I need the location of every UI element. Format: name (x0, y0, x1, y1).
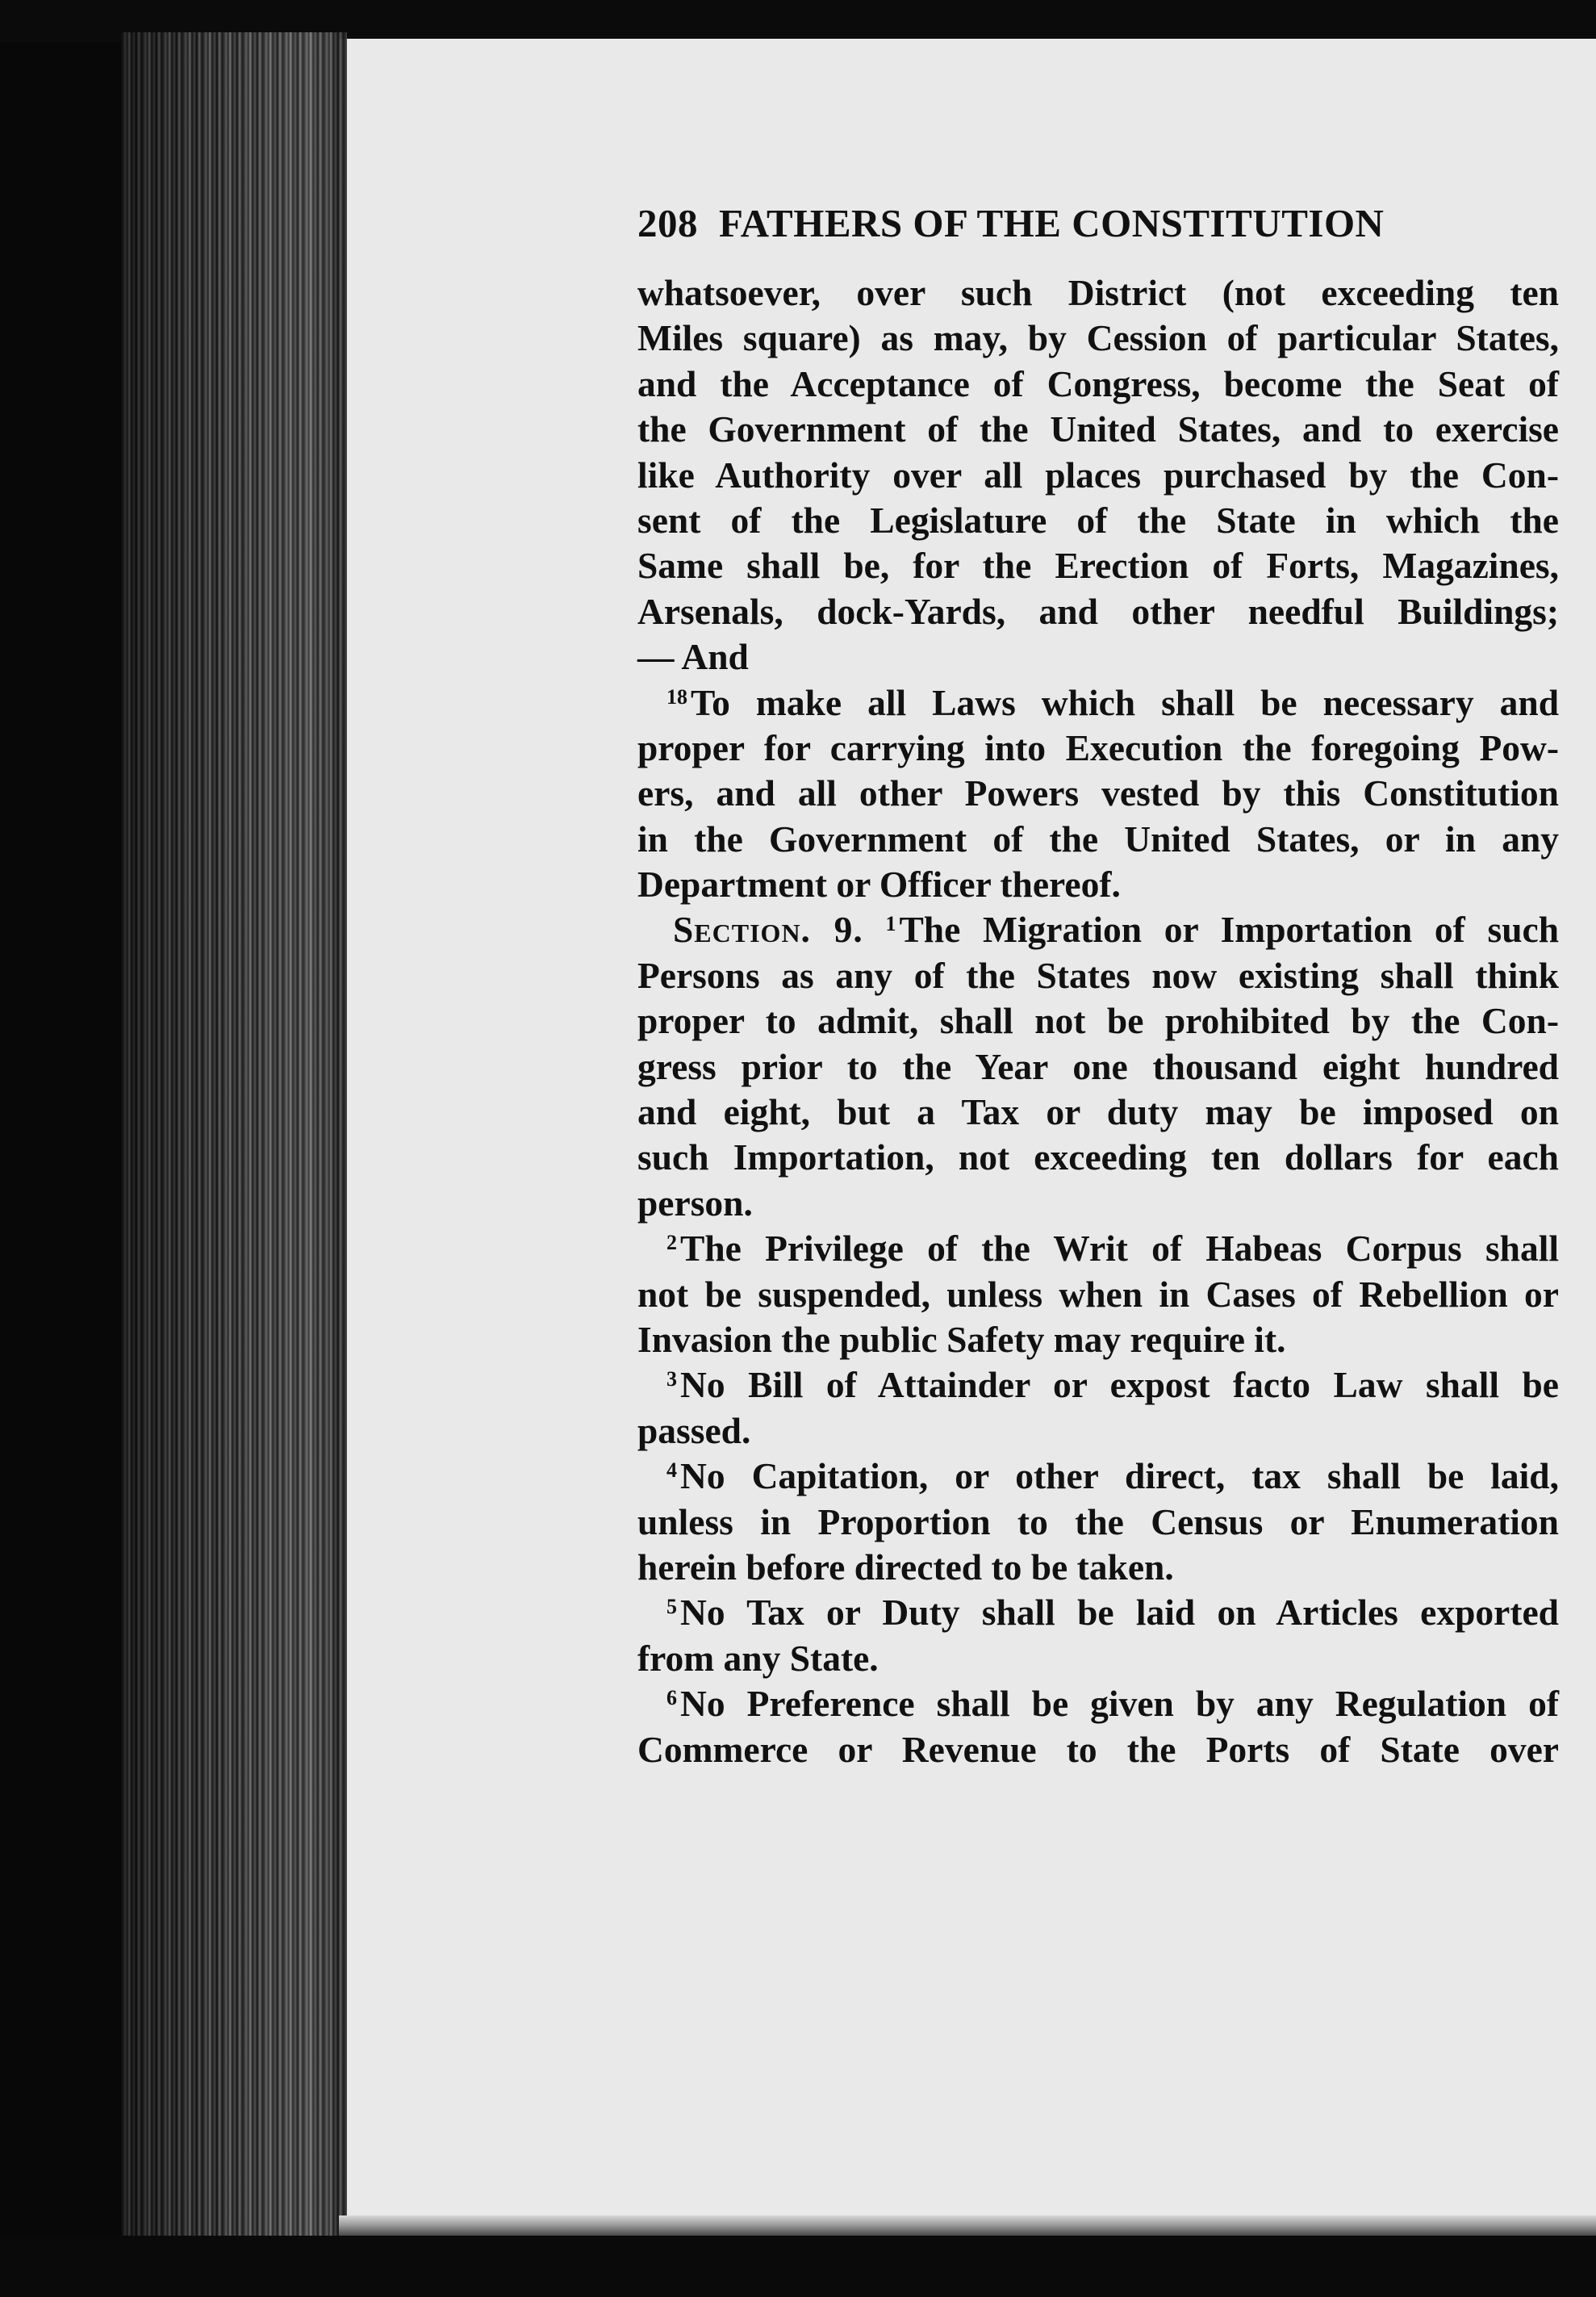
text-line (637, 1272, 1559, 1317)
line-text: proper for carrying into Execution the foregoing Pow- (637, 726, 1559, 768)
section-heading: Section. 9. (673, 909, 863, 951)
line-text: unless in Proportion to the Census or Enumeration (637, 1500, 1559, 1542)
text-line (637, 953, 1559, 998)
line-text: and eight, but a Tax or duty may be imposed on (637, 1091, 1559, 1133)
line-text: To make all Laws which shall be necessary and (691, 681, 1559, 723)
line-text: No Bill of Attainder or expost facto Law shall be (680, 1364, 1559, 1406)
line-text: sent of the Legislature of the State in which the (637, 499, 1559, 541)
text-line (637, 1500, 1559, 1545)
text-line (637, 862, 1559, 907)
text-line (637, 362, 1559, 407)
text-line (637, 543, 1559, 588)
line-text: ers, and all other Powers vested by this Constitution (637, 772, 1559, 814)
line-text: herein before directed to be taken. (637, 1546, 1174, 1588)
line-text: whatsoever, over such District (not exceeding ten (637, 272, 1559, 313)
line-text: such Importation, not exceeding ten dollars for each (637, 1136, 1559, 1178)
text-line (637, 726, 1559, 771)
text-line (637, 1636, 1559, 1681)
line-text: The Migration or Importation of such (899, 909, 1559, 951)
line-text: the Government of the United States, and to exercise (637, 408, 1559, 450)
text-line (637, 1044, 1559, 1090)
line-text: The Privilege of the Writ of Habeas Corpus shall (680, 1228, 1559, 1270)
page-number: 208 (637, 201, 698, 245)
text-line (637, 907, 1559, 952)
line-text: Persons as any of the States now existing shall think (637, 954, 1559, 996)
text-line (637, 1090, 1559, 1135)
line-text: No Capitation, or other direct, tax shall be laid, (680, 1455, 1559, 1497)
text-line (637, 1454, 1559, 1499)
line-text: and the Acceptance of Congress, become the Seat of (637, 362, 1559, 404)
text-line (637, 1317, 1559, 1362)
text-line (637, 1545, 1559, 1590)
line-text: person. (637, 1182, 753, 1224)
line-text: No Preference shall be given by any Regulation of (680, 1683, 1559, 1725)
clause-number: 3 (666, 1367, 677, 1391)
line-text: Same shall be, for the Erection of Forts, Magazines, (637, 545, 1559, 587)
line-text: gress prior to the Year one thousand eight hundred (637, 1045, 1559, 1087)
line-text: — And (637, 636, 749, 678)
line-text: passed. (637, 1409, 751, 1451)
text-line (637, 1408, 1559, 1454)
line-text: not be suspended, unless when in Cases of Rebellion or (637, 1273, 1559, 1315)
line-text: like Authority over all places purchased by the Con- (637, 454, 1559, 496)
running-header (637, 200, 1559, 246)
line-text: proper to admit, shall not be prohibited by the Con- (637, 1000, 1559, 1042)
clause-number: 18 (666, 684, 687, 709)
text-line (637, 771, 1559, 816)
clause-number: 6 (666, 1686, 677, 1710)
text-line (637, 407, 1559, 452)
scanner-background-bottom (0, 2236, 1596, 2297)
text-line (637, 498, 1559, 543)
text-line (637, 634, 1559, 680)
line-text: Miles square) as may, by Cession of particular States, (637, 317, 1559, 359)
page-body-text (637, 270, 1559, 1772)
text-line (637, 270, 1559, 316)
line-text: Department or Officer thereof. (637, 864, 1121, 906)
running-title: FATHERS OF THE CONSTITUTION (719, 201, 1385, 245)
text-line (637, 1727, 1559, 1772)
text-line (637, 453, 1559, 498)
text-line (637, 1590, 1559, 1635)
scanner-background-left (0, 0, 129, 2297)
clause-number: 4 (666, 1458, 677, 1483)
text-line (637, 680, 1559, 726)
text-line (637, 1135, 1559, 1180)
line-text: in the Government of the United States, or in any (637, 818, 1559, 860)
text-line (637, 1362, 1559, 1408)
line-text: Commerce or Revenue to the Ports of State over (637, 1728, 1559, 1770)
text-line (637, 817, 1559, 862)
line-text: No Tax or Duty shall be laid on Articles exported (680, 1592, 1559, 1634)
text-line (637, 1681, 1559, 1726)
text-line (637, 316, 1559, 361)
text-line (637, 589, 1559, 634)
text-line (637, 1226, 1559, 1271)
clause-number: 5 (666, 1595, 677, 1619)
text-line (637, 998, 1559, 1044)
gutter-shadow (121, 32, 347, 2244)
line-text: Invasion the public Safety may require it. (637, 1318, 1286, 1360)
line-text: from any State. (637, 1637, 879, 1679)
text-line (637, 1181, 1559, 1226)
clause-number: 1 (885, 912, 896, 936)
line-text: Arsenals, dock-Yards, and other needful Buildings; (637, 590, 1559, 632)
clause-number: 2 (666, 1231, 677, 1255)
